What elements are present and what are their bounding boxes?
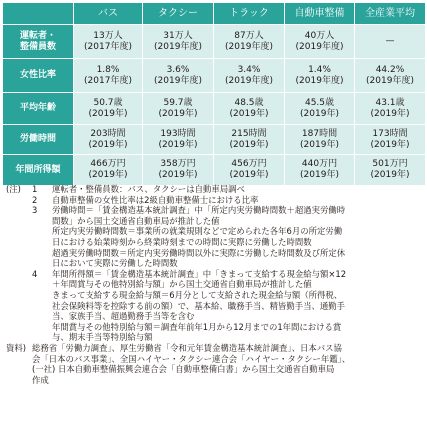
cell-value: 40万人 — [304, 30, 335, 41]
table-corner-cell — [3, 3, 74, 25]
table-row — [3, 125, 426, 155]
column-header: 自動車整備 — [285, 3, 355, 25]
cell-value: 1.8% — [96, 64, 120, 75]
cell-period: (2017年度) — [84, 75, 132, 86]
cell-period: (2019年) — [158, 170, 198, 180]
note-line — [6, 290, 424, 301]
note-line — [6, 322, 424, 333]
note-line — [6, 269, 424, 280]
cell-period: (2019年) — [158, 139, 198, 150]
note-line — [6, 216, 424, 227]
cell-value: 215時間 — [231, 128, 267, 139]
table-cell — [143, 125, 214, 155]
column-header: トラック — [214, 3, 285, 25]
cell-period: (2019年度) — [225, 75, 273, 86]
cell-value: 456万円 — [231, 159, 267, 169]
note-text: きまって支給する現金給与額＝6月分として支給された現金給与額（所得税、 — [52, 289, 343, 300]
note-number: 3 — [32, 205, 38, 216]
cell-period: (2019年) — [370, 139, 410, 150]
note-text: 運転者・整備員数：バス、タクシーは自動車局調べ — [52, 184, 245, 194]
note-text: 当、家族手当、超過勤務手当等を含む — [52, 311, 195, 322]
table-cell — [285, 25, 355, 59]
cell-period: (2019年度) — [295, 75, 344, 86]
note-line — [6, 248, 424, 259]
row-header-line: 労働時間 — [19, 134, 56, 144]
note-line — [6, 226, 424, 237]
column-header: タクシー — [143, 3, 214, 25]
cell-value: 3.4% — [237, 64, 261, 75]
table-cell — [214, 155, 285, 186]
cell-value: 59.7歳 — [163, 97, 193, 108]
cell-value: 13万人 — [93, 30, 123, 41]
note-text: ＋年間賞与その他特別給与額」から国土交通省自動車局が推計した値 — [52, 279, 312, 290]
row-header-line: 運転者・ — [19, 30, 56, 41]
table-row — [3, 93, 426, 125]
note-number: 4 — [32, 268, 38, 279]
cell-period: (2019年) — [88, 108, 128, 119]
note-line — [6, 311, 424, 322]
row-header — [3, 155, 74, 186]
notes-section — [6, 184, 424, 385]
notes-label: (注) — [6, 184, 21, 194]
source-text: 会「日本のバス事業」、全国ハイヤー・タクシー連合会「ハイヤー・タクシー年鑑」、 — [32, 353, 351, 364]
note-line — [6, 258, 424, 269]
note-line — [6, 301, 424, 312]
table-cell — [143, 155, 214, 186]
cell-period: (2019年度) — [295, 41, 344, 52]
note-line — [6, 279, 424, 290]
cell-period: (2019年) — [158, 108, 198, 119]
source-text: 作成 — [32, 374, 49, 385]
cell-value: 45.5歳 — [304, 97, 335, 108]
note-line — [6, 237, 424, 248]
cell-value: 173時間 — [372, 128, 408, 139]
cell-period: (2017年度) — [84, 41, 132, 52]
cell-period: (2019年度) — [154, 75, 202, 86]
cell-period: (2019年) — [370, 108, 410, 119]
table-cell — [74, 59, 143, 93]
table-cell — [143, 59, 214, 93]
note-text: 間数」から国土交通省自動車局が推計した値 — [52, 215, 220, 226]
row-header-line: 整備員数 — [19, 41, 56, 52]
cell-value: 203時間 — [90, 128, 126, 139]
cell-period: (2019年度) — [154, 41, 202, 52]
cell-period: (2019年) — [300, 108, 339, 119]
cell-period: (2019年) — [229, 139, 269, 150]
cell-value: 501万円 — [372, 159, 408, 169]
cell-period: (2019年) — [370, 170, 410, 180]
table-cell — [74, 125, 143, 155]
table-cell — [214, 25, 285, 59]
cell-period: (2019年度) — [366, 75, 414, 86]
cell-value: 466万円 — [90, 159, 126, 169]
note-text: 社会保険料等を控除する前の額）で、基本給、職務手当、精皆勤手当、通勤手 — [52, 300, 345, 311]
source-text: 総務省「労働力調査」、厚生労働省「令和元年賃金構造基本統計調査」、日本バス協 — [32, 342, 342, 353]
cell-value: — — [385, 36, 395, 46]
note-text: 労働時間＝「賃金構造基本統計調査」中「所定内実労働時間数＋超過実労働時 — [52, 205, 346, 216]
note-text: 日における始業時刻から終業時刻までの時間に実際に労働した時間数 — [52, 236, 312, 247]
note-text: 年間賞与その他特別給与額＝調査年前年1月から12月までの1年間における賞 — [52, 321, 342, 332]
note-text: 日において実際に労働した時間数 — [52, 258, 178, 269]
table-row — [3, 155, 426, 186]
cell-value: 31万人 — [163, 30, 193, 41]
statistics-table — [2, 2, 426, 186]
table-cell — [355, 125, 426, 155]
cell-value: 1.4% — [308, 64, 331, 75]
cell-value: 48.5歳 — [234, 97, 264, 108]
cell-value: 44.2% — [375, 64, 405, 75]
table-cell — [285, 93, 355, 125]
table-cell — [214, 125, 285, 155]
table-cell — [214, 93, 285, 125]
cell-value: 43.1歳 — [375, 97, 405, 108]
row-header — [3, 25, 74, 59]
source-line — [6, 343, 424, 354]
note-text: 超過実労働時間数＝所定内実労働時間以外に実際に労働した時間数及び所定休 — [52, 247, 346, 258]
note-text: 年間所得額＝「賃金構造基本統計調査」中「きまって支給する現金給与額×12 — [52, 268, 347, 279]
table-cell — [355, 25, 426, 59]
cell-period: (2019年) — [229, 108, 269, 119]
table-cell — [355, 155, 426, 186]
source-line — [6, 364, 424, 375]
cell-value: 187時間 — [301, 128, 338, 139]
note-line — [6, 205, 424, 216]
note-text: 与、期末手当等特別給与額 — [52, 332, 153, 343]
table-cell — [143, 25, 214, 59]
table-row — [3, 25, 426, 59]
table-cell — [285, 155, 355, 186]
cell-period: (2019年) — [88, 139, 128, 150]
sources-label: 資料) — [6, 342, 27, 353]
row-header — [3, 93, 74, 125]
cell-value: 87万人 — [234, 30, 264, 41]
table-cell — [74, 25, 143, 59]
cell-period: (2019年) — [300, 139, 339, 150]
cell-value: 193時間 — [160, 128, 196, 139]
note-text: 所定内実労働時間数＝事業所の就業規則などで定められた各年6月の所定労働 — [52, 226, 343, 237]
cell-value: 50.7歳 — [93, 97, 123, 108]
source-line — [6, 354, 424, 365]
note-text: 自動車整備の女性比率は2級自動車整備士における比率 — [52, 194, 259, 205]
column-header: バス — [74, 3, 143, 25]
cell-period: (2019年) — [300, 170, 339, 180]
table-header-row — [3, 3, 426, 25]
cell-period: (2019年) — [88, 170, 128, 180]
cell-period: (2019年) — [229, 170, 269, 180]
note-line — [6, 332, 424, 343]
table-cell — [74, 93, 143, 125]
source-line — [6, 375, 424, 386]
table-cell — [285, 59, 355, 93]
row-header — [3, 125, 74, 155]
cell-value: 358万円 — [160, 159, 196, 169]
table-cell — [143, 93, 214, 125]
table-cell — [355, 59, 426, 93]
table-cell — [285, 125, 355, 155]
cell-period: (2019年度) — [225, 41, 273, 52]
note-line — [6, 195, 424, 206]
row-header-line: 平均年齢 — [19, 103, 56, 113]
column-header: 全産業平均 — [355, 3, 426, 25]
row-header — [3, 59, 74, 93]
table-cell — [214, 59, 285, 93]
source-text: (一社) 日本自動車整備振興会連合会「自動車整備白書」から国土交通省自動車局 — [32, 364, 335, 375]
row-header-line: 女性比率 — [19, 70, 56, 80]
row-header-line: 年間所得額 — [15, 164, 61, 175]
cell-value: 3.6% — [166, 64, 190, 75]
note-number: 2 — [32, 194, 38, 205]
note-line — [6, 184, 424, 195]
table-cell — [355, 93, 426, 125]
table-row — [3, 59, 426, 93]
note-number: 1 — [32, 184, 38, 194]
table-cell — [74, 155, 143, 186]
cell-value: 440万円 — [301, 159, 338, 169]
